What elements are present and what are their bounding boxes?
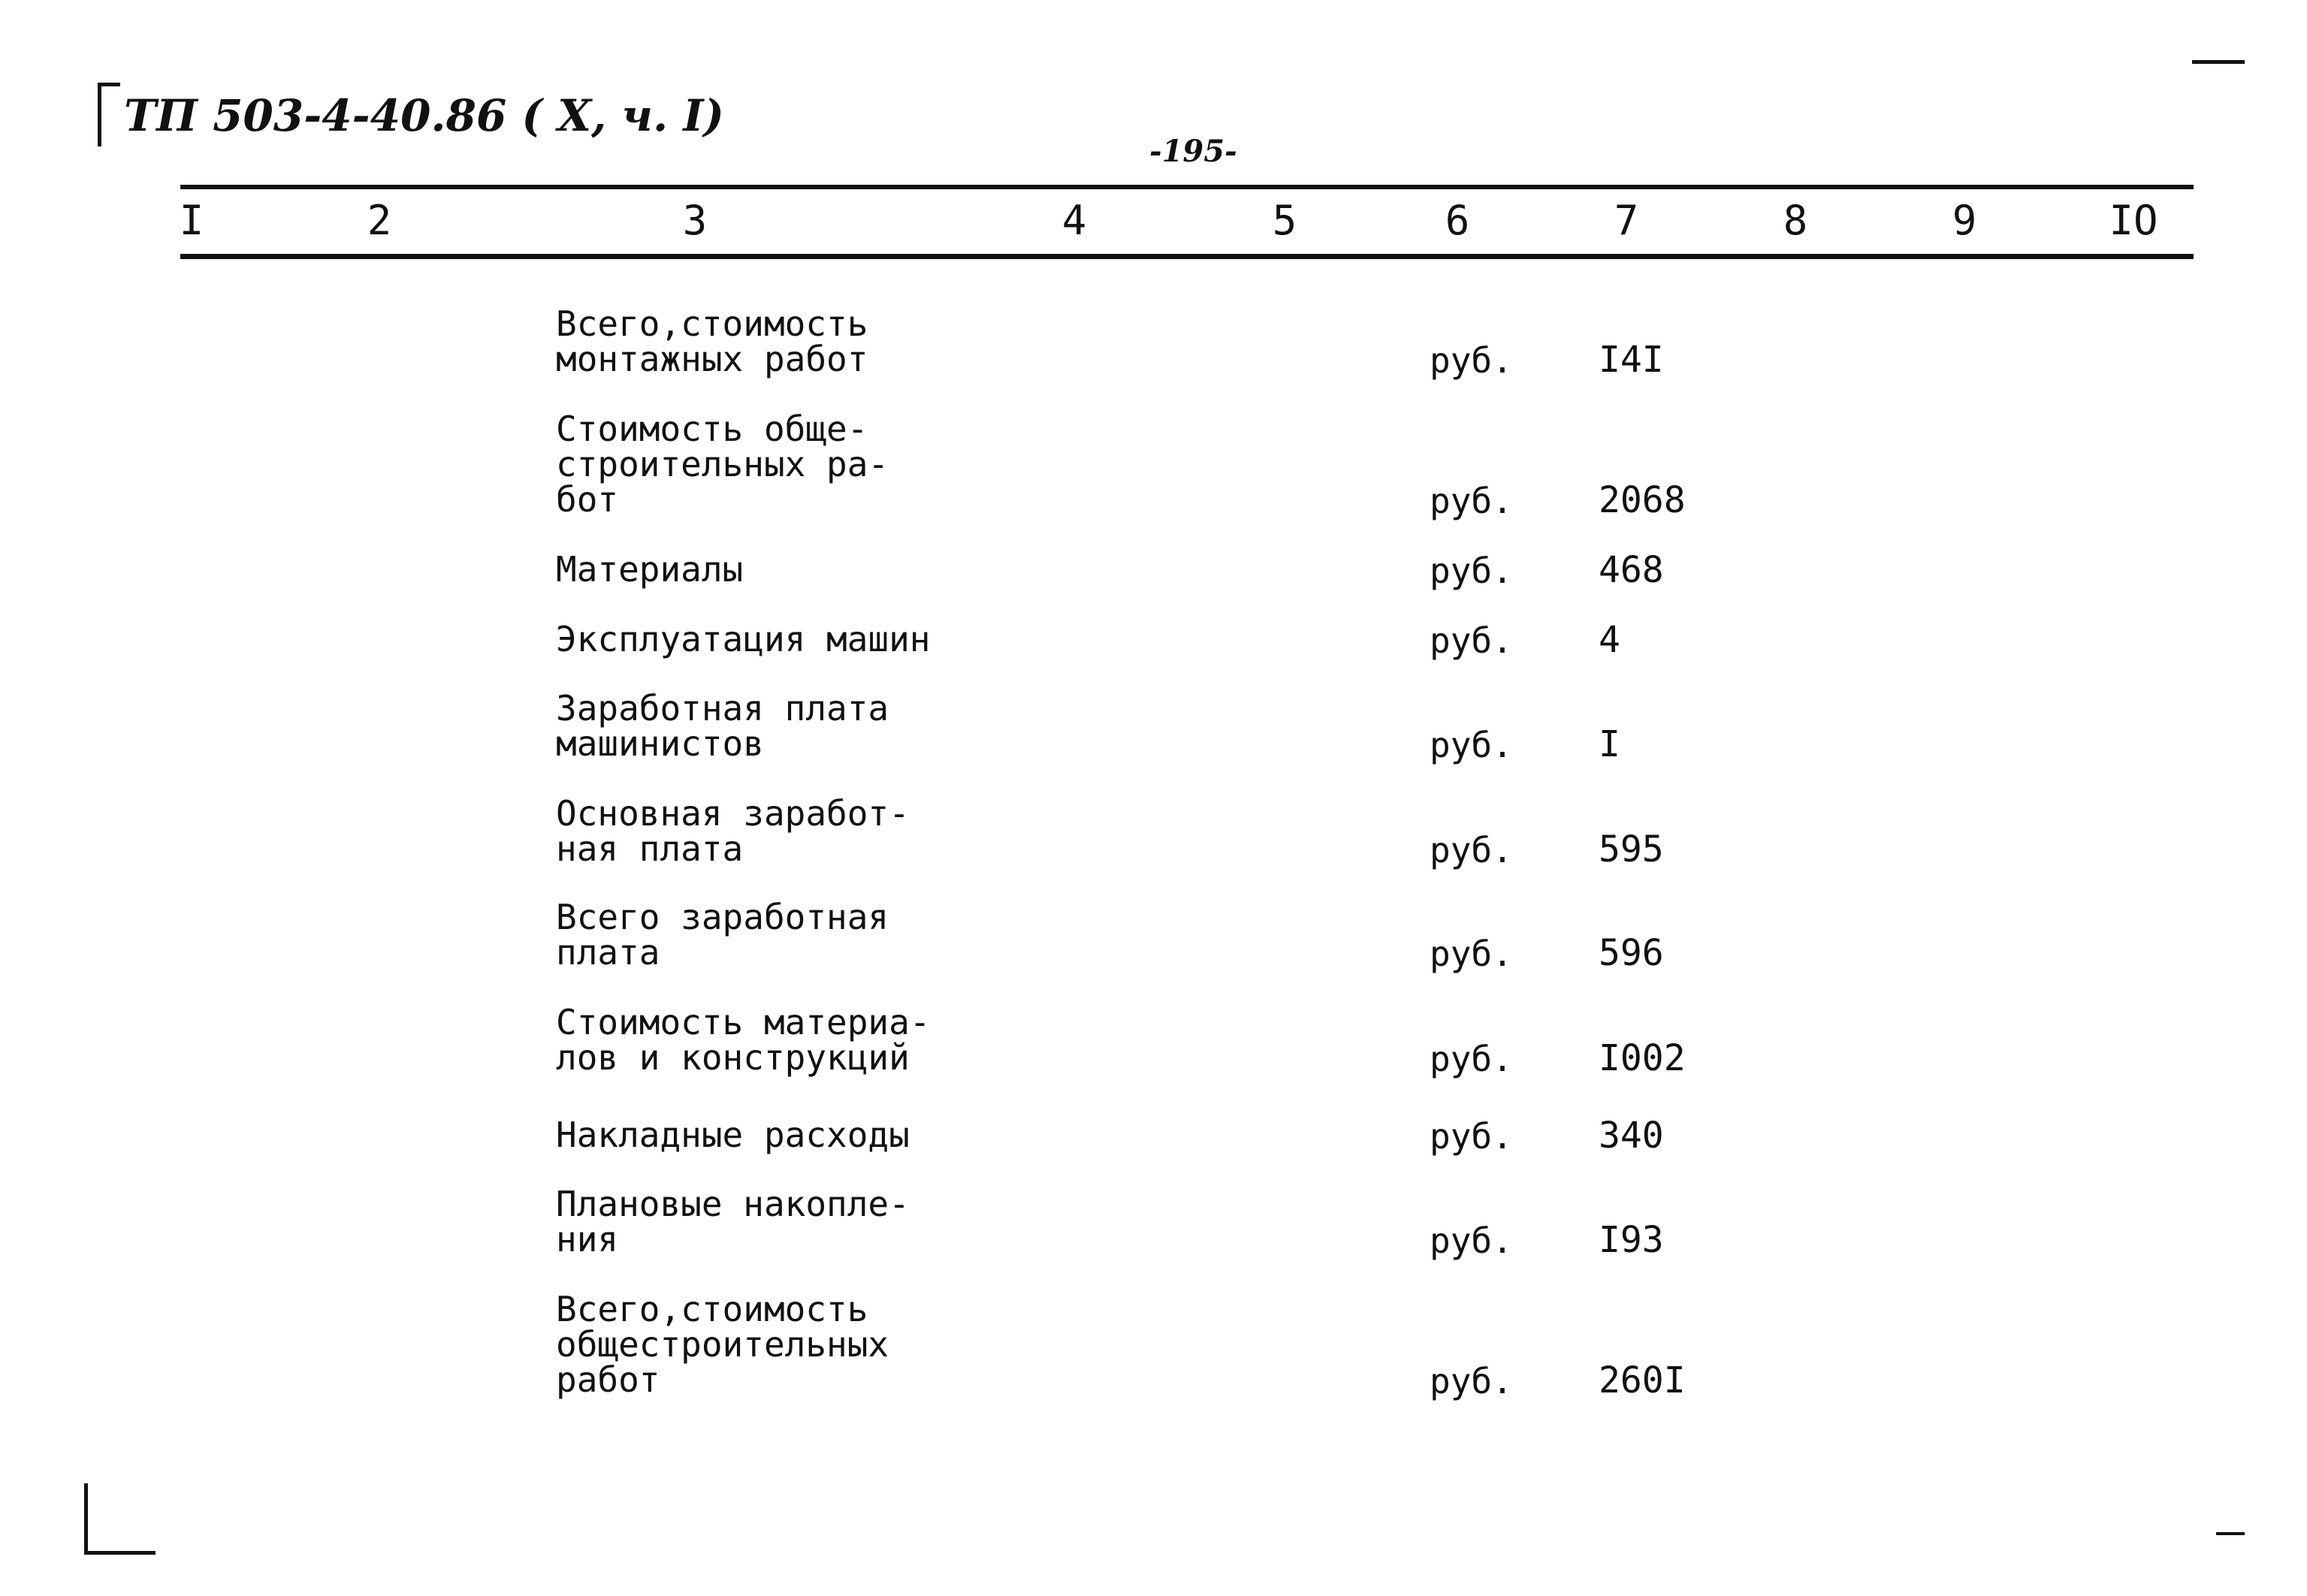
bottom-left-corner-mark-horizontal [84, 1551, 156, 1555]
row-unit: руб. [1430, 725, 1513, 765]
row-description-line: Заработная плата [556, 688, 889, 729]
column-number-6: 6 [1445, 197, 1470, 244]
row-unit: руб. [1430, 340, 1513, 381]
top-left-corner-mark-vertical [98, 83, 101, 146]
row-value: I93 [1599, 1219, 1664, 1261]
row-description-line: Материалы [556, 549, 744, 590]
top-right-dash [2192, 60, 2245, 64]
column-number-1: I [179, 197, 204, 244]
row-value: 2068 [1599, 479, 1686, 521]
row-description [556, 1002, 931, 1078]
row-value: 260I [1599, 1359, 1686, 1401]
column-number-10: IO [2109, 197, 2158, 244]
row-description [556, 688, 889, 764]
row-unit: руб. [1430, 620, 1513, 661]
row-description-line: Эксплуатация машин [556, 619, 931, 659]
row-value: 468 [1599, 549, 1664, 591]
row-description-line: Основная заработ- [556, 793, 910, 834]
row-description-line: Всего,стоимость [556, 1289, 868, 1329]
row-description-line: лов и конструкций [556, 1037, 910, 1078]
row-unit: руб. [1430, 830, 1513, 870]
row-description-line: Стоимость материа- [556, 1002, 931, 1042]
row-unit: руб. [1430, 481, 1513, 521]
column-number-8: 8 [1783, 197, 1808, 244]
row-description-line: Накладные расходы [556, 1115, 910, 1155]
table-top-rule [180, 185, 2194, 189]
column-number-7: 7 [1614, 197, 1639, 244]
row-description [556, 549, 744, 590]
row-description [556, 1115, 910, 1155]
row-description [556, 409, 889, 520]
column-number-4: 4 [1061, 197, 1087, 244]
row-description-line: плата [556, 932, 660, 973]
row-unit: руб. [1430, 1039, 1513, 1079]
row-value: 4 [1599, 619, 1620, 661]
row-unit: руб. [1430, 1220, 1513, 1261]
bottom-right-dash [2216, 1532, 2245, 1535]
row-value: 596 [1599, 932, 1664, 974]
page-number: -195- [1149, 134, 1237, 169]
row-value: I [1599, 723, 1620, 765]
row-description-line: Плановые накопле- [556, 1184, 910, 1224]
row-value: 340 [1599, 1115, 1664, 1157]
row-description [556, 793, 910, 869]
row-description-line: Всего,стоимость [556, 303, 868, 344]
row-description-line: ная плата [556, 828, 744, 869]
column-number-2: 2 [367, 197, 392, 244]
row-description [556, 1184, 910, 1260]
row-description-line: монтажных работ [556, 339, 868, 379]
row-unit: руб. [1430, 1361, 1513, 1401]
column-number-3: 3 [682, 197, 708, 244]
row-description [556, 303, 868, 379]
row-value: I002 [1599, 1037, 1686, 1079]
row-value: 595 [1599, 828, 1664, 870]
row-description-line: машинистов [556, 723, 764, 764]
row-unit: руб. [1430, 934, 1513, 974]
row-unit: руб. [1430, 551, 1513, 591]
row-description [556, 897, 889, 973]
row-description [556, 619, 931, 659]
column-number-9: 9 [1952, 197, 1977, 244]
row-description-line: ния [556, 1219, 619, 1260]
row-unit: руб. [1430, 1116, 1513, 1157]
row-description-line: работ [556, 1359, 660, 1400]
column-number-5: 5 [1272, 197, 1297, 244]
bottom-left-corner-mark-vertical [84, 1483, 88, 1555]
row-description-line: строительных ра- [556, 444, 889, 484]
row-value: I4I [1599, 339, 1664, 381]
row-description [556, 1289, 889, 1400]
top-left-corner-mark-horizontal [98, 83, 120, 86]
row-description-line: общестроительных [556, 1324, 889, 1365]
row-description-line: бот [556, 479, 619, 520]
document-code: ТП 503-4-40.86 ( Х, ч. I) [124, 90, 724, 141]
row-description-line: Всего заработная [556, 897, 889, 937]
row-description-line: Стоимость обще- [556, 409, 868, 449]
table-header-bottom-rule [180, 254, 2194, 259]
